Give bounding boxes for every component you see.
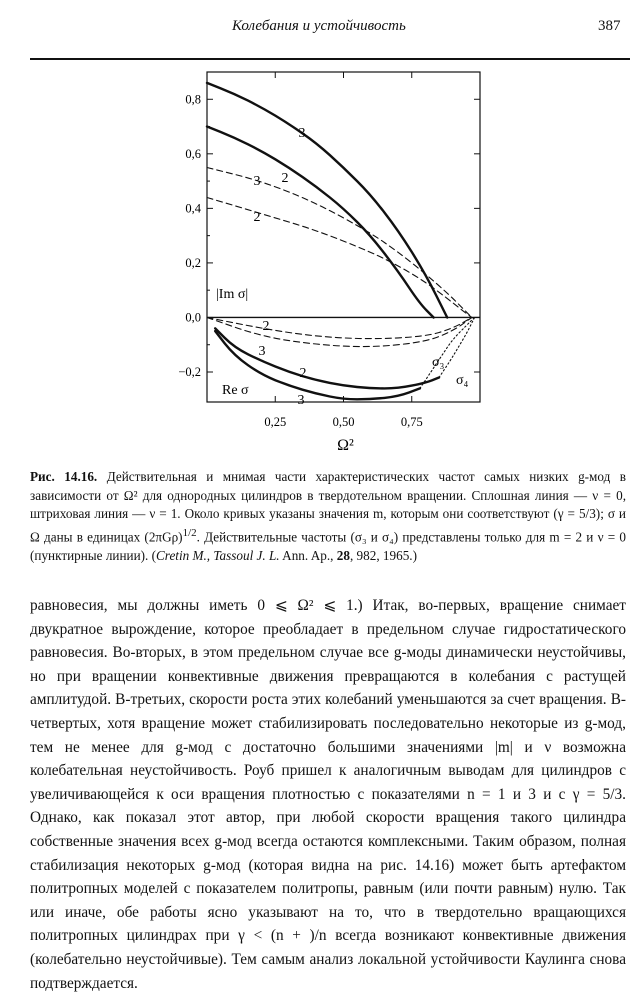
series-label: 3 — [253, 174, 261, 189]
y-tick-label: 0,6 — [185, 146, 201, 161]
series-label: 3 — [258, 344, 266, 359]
series-label: 2 — [262, 319, 270, 334]
im-sigma-label: |Im σ| — [216, 287, 249, 302]
caption-authors: Cretin M., Tassoul J. L. — [156, 547, 280, 563]
series-label: 2 — [281, 171, 289, 186]
caption-label: Рис. 14.16. — [30, 469, 98, 484]
y-tick-label: 0,0 — [185, 310, 201, 325]
plot-frame — [207, 72, 480, 402]
page-number: 387 — [598, 18, 621, 34]
caption-volume: 28 — [336, 547, 350, 563]
series-label: 3 — [298, 126, 306, 141]
caption-text-1: Действительная и мнимая части характеристических частот самых низких g-мод в зависимости от Ω² для однородных цилиндров в твердотельном вращении. Сплошная линия — ν = 0, штриховая линия — ν = 1. Около кривых указаны значения m, которым они соответствуют (γ = 5/3); σ и Ω даны в единицах (2πGρ) — [30, 469, 626, 545]
x-axis-label: Ω² — [337, 437, 354, 454]
running-title: Колебания и устойчивость — [232, 18, 406, 34]
caption-text-2: . Действительные частоты (σ₃ и σ₄) представлены только для m = 2 и ν = 0 (пунктирные линии). ( — [30, 529, 626, 563]
figure-caption — [30, 468, 626, 565]
caption-text-3: Ann. Ap., — [279, 547, 337, 563]
sigma4-label: σ₄ — [456, 373, 469, 388]
series-line-4 — [207, 318, 472, 339]
x-tick-label: 0,50 — [332, 415, 355, 429]
series-label: 2 — [253, 210, 261, 225]
x-tick-label: 0,75 — [400, 415, 423, 429]
frequency-chart — [0, 60, 643, 460]
body-paragraph: равновесия, мы должны иметь 0 ⩽ Ω² ⩽ 1.) Итак, во-первых, вращение снимает двукратное вырождение, которое преобладает в предельном случае гидростатического равновесия. Во-вторых, в этом предельном случае все g-моды динамически неустойчивы, но при вращении конвективные движения превращаются в колебания с растущей амплитудой. В-третьих, скорости роста этих колебаний уменьшаются за счет вращения. В-четвертых, хотя вращение может стабилизировать последовательно некоторые из g-мод, тем не менее для g-мод с достаточно большими значениями |m| и ν возможна колебательная неустойчивость. Роуб пришел к аналогичным выводам для цилиндров с увеличивающейся к оси вращения плотностью с показателями n = 1 и 3 и с γ = 5/3. Однако, как показал этот автор, при любой скорости вращения такого цилиндра собственные значения всех g-мод всегда остаются комплексными. Таким образом, полная стабилизация некоторых g-мод (которая видна на рис. 14.16) может быть артефактом политропных моделей с показателем политропы, равным (или почти равным) нулю. Так или иначе, обе работы ясно указывают на то, что в твердотельно вращающихся политропных цилиндрах при γ < (n + )/n всегда возникают конвективные движения (колебательно неустойчивые). Тем самым анализ локальной устойчивости Каулинга снова подтверждается. — [30, 597, 626, 992]
caption-exponent: 1/2 — [182, 526, 197, 539]
series-label: 2 — [299, 366, 307, 381]
y-tick-label: 0,8 — [185, 92, 201, 107]
caption-text-4: , 982, 1965.) — [349, 547, 417, 563]
sigma3-label: σ₃ — [432, 355, 445, 370]
running-head — [0, 12, 643, 40]
series-line-0 — [207, 83, 447, 318]
series-label: 3 — [297, 393, 305, 408]
re-sigma-label: Re σ — [222, 383, 249, 398]
y-tick-label: −0,2 — [178, 365, 201, 379]
y-tick-label: 0,2 — [185, 255, 201, 270]
series-line-5 — [207, 318, 472, 347]
x-tick-label: 0,25 — [264, 415, 287, 429]
y-tick-label: 0,4 — [185, 201, 201, 216]
